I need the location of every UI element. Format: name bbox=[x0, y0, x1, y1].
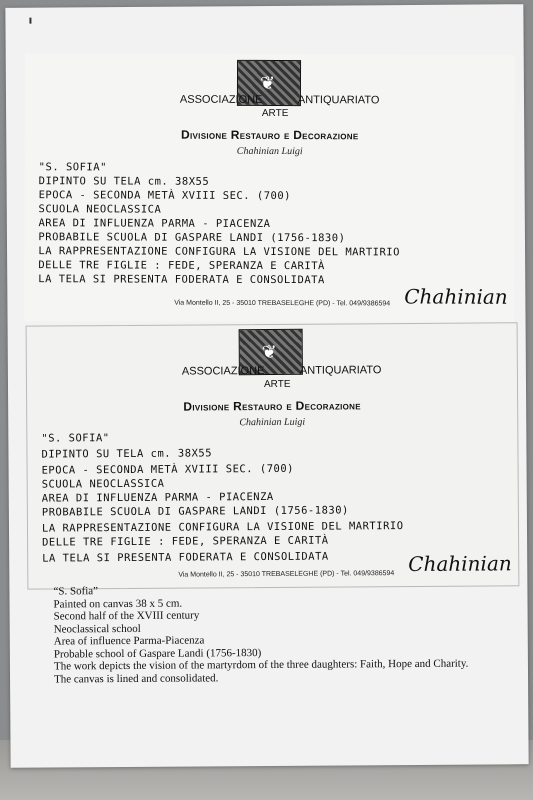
letterhead-antiquariato: ANTIQUARIATO bbox=[297, 94, 380, 107]
translation-line: Second half of the XVIII century bbox=[53, 609, 200, 623]
translation-line: The canvas is lined and consolidated. bbox=[53, 671, 219, 685]
handwritten-line: "S. SOFIA" bbox=[38, 161, 107, 174]
letterhead-arte: ARTE bbox=[263, 378, 291, 391]
handwritten-line: LA TELA SI PRESENTA FODERATA E CONSOLIDATA bbox=[38, 273, 325, 287]
english-translation bbox=[53, 582, 514, 685]
translation-line: Neoclassical school bbox=[53, 622, 141, 635]
handwritten-line: EPOCA - SECONDA METÀ XVIII SEC. (700) bbox=[41, 462, 295, 477]
handwritten-line: "S. SOFIA" bbox=[41, 432, 110, 445]
letterhead-association: ASSOCIAZIONE bbox=[179, 93, 263, 106]
handwritten-line: LA TELA SI PRESENTA FODERATA E CONSOLIDATA bbox=[42, 550, 329, 565]
handwritten-line: DELLE TRE FIGLIE : FEDE, SPERANZA E CARITÀ bbox=[38, 259, 325, 273]
document-sheet bbox=[5, 4, 528, 768]
letterhead-name: Chahinian Luigi bbox=[239, 416, 306, 429]
handwritten-line: AREA DI INFLUENZA PARMA - PIACENZA bbox=[41, 490, 274, 505]
letterhead-division: Divisione Restauro e Decorazione bbox=[183, 398, 361, 414]
translation-line: Probable school of Gaspare Landi (1756-1830) bbox=[53, 646, 262, 660]
translation-line: “S. Sofia” bbox=[53, 585, 99, 598]
handwritten-line: DIPINTO SU TELA cm. 38X55 bbox=[41, 447, 213, 461]
letterhead-address: Via Montello II, 25 - 35010 TREBASELEGHE (PD) - Tel. 049/9386594 bbox=[174, 299, 391, 308]
certificate-copy-1 bbox=[24, 53, 515, 323]
handwritten-line: LA RAPPRESENTAZIONE CONFIGURA LA VISIONE DEL MARTIRIO bbox=[38, 245, 400, 259]
handwritten-line: EPOCA - SECONDA METÀ XVIII SEC. (700) bbox=[38, 189, 292, 203]
letterhead-antiquariato: ANTIQUARIATO bbox=[299, 364, 382, 377]
handwritten-line: SCUOLA NEOCLASSICA bbox=[41, 477, 165, 491]
signature: Chahinian bbox=[404, 284, 508, 309]
handwritten-line: AREA DI INFLUENZA PARMA - PIACENZA bbox=[38, 217, 271, 230]
translation-line: Painted on canvas 38 x 5 cm. bbox=[53, 597, 183, 610]
corner-mark bbox=[29, 18, 31, 24]
handwritten-line: LA RAPPRESENTAZIONE CONFIGURA LA VISIONE DEL MARTIRIO bbox=[41, 520, 404, 535]
letterhead-name: Chahinian Luigi bbox=[236, 145, 303, 158]
letterhead-association: ASSOCIAZIONE bbox=[181, 365, 265, 378]
signature: Chahinian bbox=[408, 551, 512, 577]
letterhead-address: Via Montello II, 25 - 35010 TREBASELEGHE (PD) - Tel. 049/9386594 bbox=[178, 570, 395, 579]
handwritten-line: PROBABILE SCUOLA DI GASPARE LANDI (1756-1830) bbox=[38, 231, 346, 245]
translation-line: The work depicts the vision of the martyrdom of the three daughters: Faith, Hope and Charity. bbox=[53, 657, 469, 673]
handwritten-line: DELLE TRE FIGLIE : FEDE, SPERANZA E CARITÀ bbox=[42, 534, 329, 549]
association-logo: ❦ bbox=[237, 60, 301, 106]
certificate-copy-2 bbox=[26, 322, 520, 589]
handwritten-line: DIPINTO SU TELA cm. 38X55 bbox=[38, 175, 210, 188]
association-logo: ❦ bbox=[239, 329, 303, 375]
letterhead-division: Divisione Restauro e Decorazione bbox=[181, 127, 359, 143]
letterhead-arte: ARTE bbox=[261, 107, 289, 120]
handwritten-line: PROBABILE SCUOLA DI GASPARE LANDI (1756-1830) bbox=[41, 504, 349, 519]
handwritten-line: SCUOLA NEOCLASSICA bbox=[38, 203, 162, 216]
translation-line: Area of influence Parma-Piacenza bbox=[53, 634, 205, 648]
